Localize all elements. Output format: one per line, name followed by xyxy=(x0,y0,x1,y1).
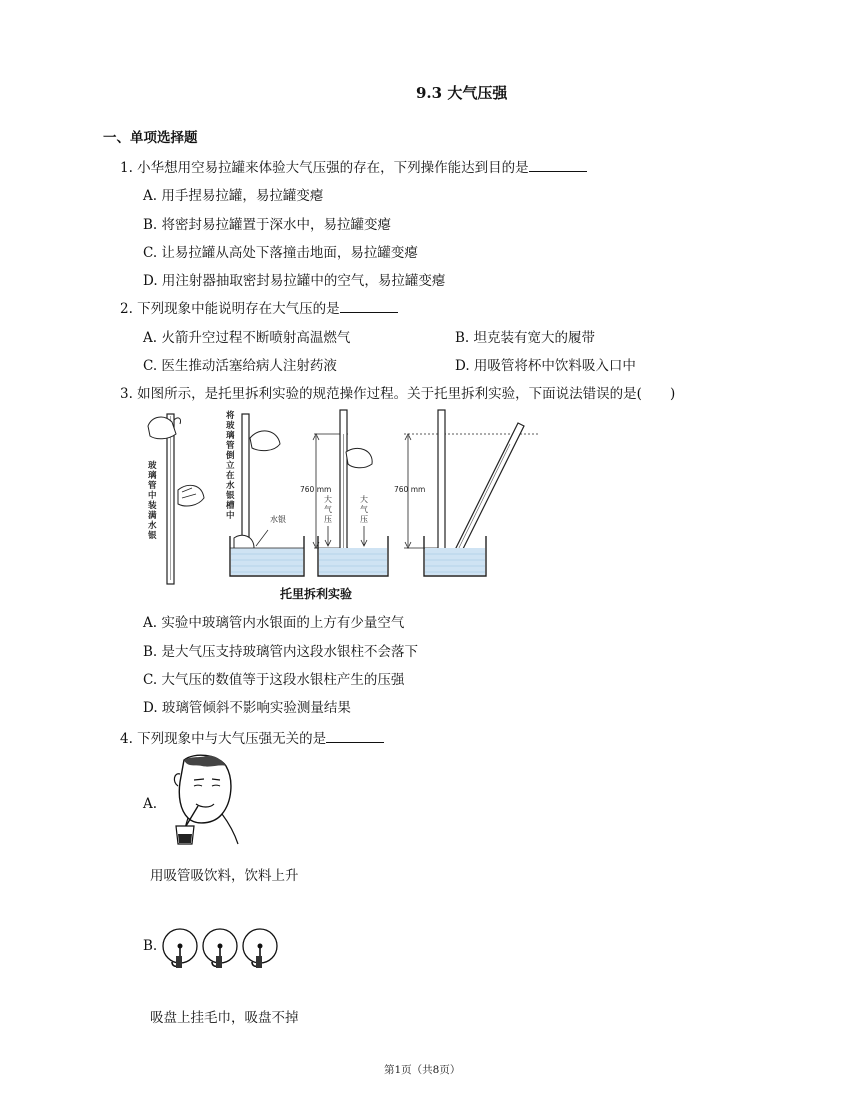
section-heading: 一、单项选择题 xyxy=(103,130,198,146)
panel-vertical-measurement xyxy=(300,410,388,576)
label-atm-left: 大气压 xyxy=(324,495,332,524)
q4-option-a-caption: 用吸管吸饮料，饮料上升 xyxy=(150,868,299,884)
q1-option-b: B. 将密封易拉罐置于深水中，易拉罐变瘪 xyxy=(143,217,392,233)
q3-option-a: A. 实验中玻璃管内水银面的上方有少量空气 xyxy=(143,615,405,631)
q2-option-c: C. 医生推动活塞给病人注射药液 xyxy=(143,358,337,374)
question-1-text: 1. 小华想用空易拉罐来体验大气压强的存在，下列操作能达到目的是 xyxy=(120,160,529,176)
torricelli-figure xyxy=(138,408,548,604)
question-3-stem xyxy=(120,382,675,402)
svg-text:玻璃管中 装满水银: 玻璃管中 装满水银 xyxy=(148,461,157,541)
figure-caption: 托里拆利实验 xyxy=(280,587,353,601)
answer-blank xyxy=(529,159,587,172)
q2-option-d: D. 用吸管将杯中饮料吸入口中 xyxy=(455,358,636,374)
page-title: 9.3 大气压强 xyxy=(416,84,508,102)
q1-option-a: A. 用手捏易拉罐，易拉罐变瘪 xyxy=(143,188,324,204)
label-mercury: 水银 xyxy=(270,515,286,524)
question-4-stem xyxy=(120,727,384,747)
q2-option-b: B. 坦克装有宽大的履带 xyxy=(455,330,596,346)
question-3-text: 3. 如图所示，是托里拆利实验的规范操作过程。关于托里拆利实验，下面说法错误的是( xyxy=(120,386,642,402)
question-2-stem xyxy=(120,297,398,317)
label-height-760-right: 760 mm xyxy=(394,485,426,494)
q4-option-b-caption: 吸盘上挂毛巾，吸盘不掉 xyxy=(150,1010,299,1026)
question-4-text: 4. 下列现象中与大气压强无关的是 xyxy=(120,731,327,747)
panel-invert-tube xyxy=(225,410,304,576)
q3-option-b: B. 是大气压支持玻璃管内这段水银柱不会落下 xyxy=(143,644,419,660)
label-atm-right: 大气压 xyxy=(360,495,368,524)
q3-option-d: D. 玻璃管倾斜不影响实验测量结果 xyxy=(143,700,351,716)
panel-tilted-tube xyxy=(394,410,538,576)
q4-option-b-label: B. xyxy=(143,938,158,954)
answer-blank xyxy=(326,730,384,743)
q1-option-d: D. 用注射器抽取密封易拉罐中的空气，易拉罐变瘪 xyxy=(143,273,446,289)
q3-option-c: C. 大气压的数值等于这段水银柱产生的压强 xyxy=(143,672,405,688)
q1-option-c: C. 让易拉罐从高处下落撞击地面，易拉罐变瘪 xyxy=(143,245,418,261)
label-fill-tube-vertical xyxy=(147,460,159,541)
q2-option-a: A. 火箭升空过程不断喷射高温燃气 xyxy=(143,330,351,346)
drinking-straw-illustration xyxy=(160,752,240,846)
q4-option-a-label: A. xyxy=(143,796,158,812)
suction-cup-illustration xyxy=(160,926,284,976)
label-height-760-left: 760 mm xyxy=(300,485,332,494)
answer-blank xyxy=(340,300,398,313)
svg-text:将玻璃管 倒立在水 银槽中: 将玻璃管 倒立在水 银槽中 xyxy=(226,411,235,521)
page-footer: 第1页（共8页） xyxy=(384,1064,461,1076)
question-1-stem xyxy=(120,156,587,176)
question-3-paren-close: ) xyxy=(669,386,676,402)
question-2-text: 2. 下列现象中能说明存在大气压的是 xyxy=(120,301,340,317)
